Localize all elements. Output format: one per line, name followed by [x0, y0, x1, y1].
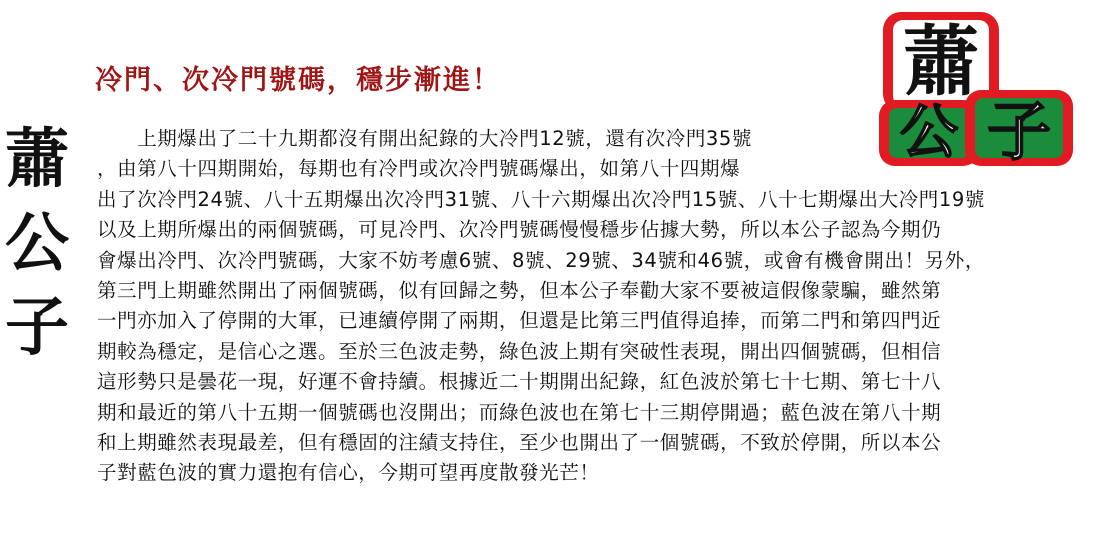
logo-graphic — [879, 10, 1075, 168]
side-title-char: 公 — [5, 206, 69, 281]
logo-char-1: 蕭 — [903, 17, 979, 106]
side-title-char: 蕭 — [5, 122, 69, 197]
brand-logo — [879, 10, 1075, 168]
body-line: 期較為穩定，是信心之選。至於三色波走勢，綠色波上期有突破性表現，開出四個號碼，但相信 — [97, 339, 942, 363]
body-line: 上期爆出了二十九期都沒有開出紀錄的大冷門12號，還有次冷門35號 — [97, 127, 753, 150]
body-line: ，由第八十四期開始，每期也有冷門或次冷門號碼爆出，如第八十四期爆 — [97, 157, 741, 181]
side-title-char: 子 — [5, 290, 69, 365]
body-line: 第三門上期雖然開出了兩個號碼，似有回歸之勢，但本公子奉勸大家不要被這假像蒙騙，雖然第 — [97, 278, 942, 302]
headline: 冷門、次冷門號碼，穩步漸進！ — [95, 65, 501, 96]
body-line: 期和最近的第八十五期一個號碼也沒開出；而綠色波也在第七十三期停開過；藍色波在第八十期 — [97, 400, 942, 424]
body-line: 出了次冷門24號、八十五期爆出次冷門31號、八十六期爆出次冷門15號、八十七期爆出大冷門19號 — [97, 187, 985, 211]
logo-char-3: 子 — [987, 95, 1051, 168]
body-line: 以及上期所爆出的兩個號碼，可見冷門、次冷門號碼慢慢穩步佔據大勢，所以本公子認為今期仍 — [97, 218, 942, 242]
article-body — [97, 124, 1077, 489]
body-line: 會爆出冷門、次冷門號碼，大家不妨考慮6號、8號、29號、34號和46號，或會有機會開出！另外， — [97, 248, 985, 272]
body-line: 和上期雖然表現最差，但有穩固的注績支持住，至少也開出了一個號碼，不致於停開，所以本公 — [97, 430, 942, 454]
body-line: 這形勢只是曇花一現，好運不會持續。根據近二十期開出紀錄，紅色波於第七十七期、第七十八 — [97, 370, 942, 394]
body-line: 子對藍色波的實力還抱有信心，今期可望再度散發光芒！ — [97, 461, 600, 485]
side-title — [4, 118, 70, 370]
body-line: 一門亦加入了停開的大軍，已連續停開了兩期，但還是比第三門值得追捧，而第二門和第四門近 — [97, 309, 942, 333]
logo-char-2: 公 — [899, 98, 959, 166]
